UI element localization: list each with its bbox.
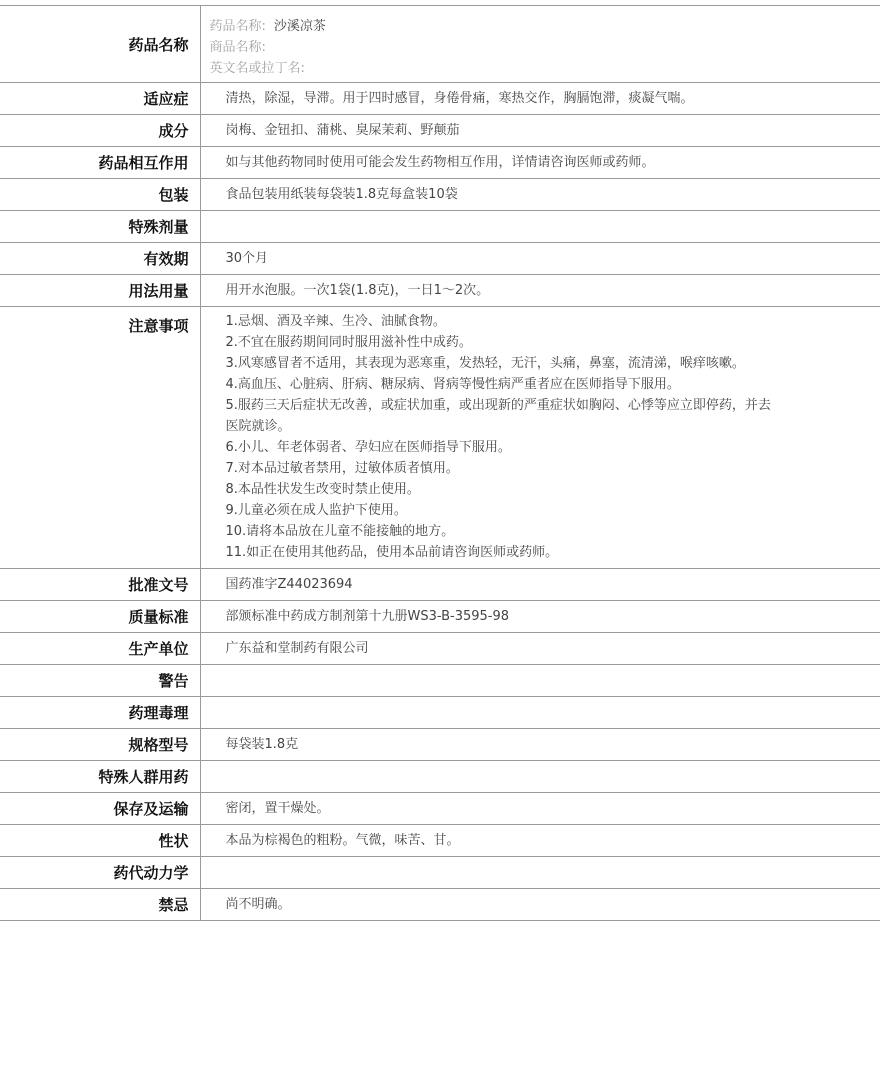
row-shelf-life <box>0 243 880 275</box>
precaution-item: 11.如正在使用其他药品，使用本品前请咨询医师或药师。 <box>225 545 559 560</box>
precaution-item: 5.服药三天后症状无改善，或症状加重，或出现新的严重症状如胸闷、心悸等应立即停药，并去医院就诊。 <box>225 398 771 434</box>
row-label-warning: 警告 <box>0 665 200 697</box>
generic-name-label: 药品名称: <box>209 19 266 34</box>
row-label-approval-number: 批准文号 <box>0 569 200 601</box>
precaution-item: 4.高血压、心脏病、肝病、糖尿病、肾病等慢性病严重者应在医师指导下服用。 <box>225 377 680 392</box>
row-label-pharmacokinetics: 药代动力学 <box>0 857 200 889</box>
row-approval-number <box>0 569 880 601</box>
precaution-item: 8.本品性状发生改变时禁止使用。 <box>225 482 420 497</box>
row-label-contraindications: 禁忌 <box>0 889 200 921</box>
english-name-label: 英文名或拉丁名: <box>209 61 305 76</box>
row-label-toxicology: 药理毒理 <box>0 697 200 729</box>
row-special-dosage <box>0 211 880 243</box>
generic-name-value: 沙溪凉茶 <box>273 19 326 34</box>
row-value-pharmacokinetics <box>200 857 880 889</box>
row-properties <box>0 825 880 857</box>
row-value-special-dosage <box>200 211 880 243</box>
precaution-item: 9.儿童必须在成人监护下使用。 <box>225 503 407 518</box>
row-special-population <box>0 761 880 793</box>
row-value-ingredients: 岗梅、金钮扣、蒲桃、臭屎茉莉、野颠茄 <box>225 123 460 138</box>
row-storage <box>0 793 880 825</box>
precaution-item: 7.对本品过敏者禁用，过敏体质者慎用。 <box>225 461 459 476</box>
row-manufacturer <box>0 633 880 665</box>
row-label-indications: 适应症 <box>0 83 200 115</box>
row-label-interactions: 药品相互作用 <box>0 147 200 179</box>
row-specification <box>0 729 880 761</box>
row-label-ingredients: 成分 <box>0 115 200 147</box>
row-label-special-population: 特殊人群用药 <box>0 761 200 793</box>
row-label-storage: 保存及运输 <box>0 793 200 825</box>
row-label-drug-name: 药品名称 <box>0 6 200 83</box>
row-value-properties: 本品为棕褐色的粗粉。气微，味苦、甘。 <box>225 833 460 848</box>
row-value-quality-standard: 部颁标准中药成方制剂第十九册WS3-B-3595-98 <box>225 609 510 624</box>
row-label-precautions: 注意事项 <box>0 307 200 569</box>
row-drug-name <box>0 6 880 83</box>
row-label-packaging: 包装 <box>0 179 200 211</box>
row-value-shelf-life: 30个月 <box>225 251 269 266</box>
row-value-indications: 清热，除湿，导滞。用于四时感冒，身倦骨痛，寒热交作，胸膈饱滞，痰凝气喘。 <box>225 91 694 106</box>
precaution-item: 6.小儿、年老体弱者、孕妇应在医师指导下服用。 <box>225 440 511 455</box>
row-label-special-dosage: 特殊剂量 <box>0 211 200 243</box>
row-ingredients <box>0 115 880 147</box>
row-label-properties: 性状 <box>0 825 200 857</box>
row-packaging <box>0 179 880 211</box>
row-value-toxicology <box>200 697 880 729</box>
precaution-item: 3.风寒感冒者不适用，其表现为恶寒重，发热轻，无汗，头痛，鼻塞，流清涕，喉痒咳嗽。 <box>225 356 745 371</box>
row-value-contraindications: 尚不明确。 <box>225 897 291 912</box>
trade-name-label: 商品名称: <box>209 40 266 55</box>
generic-name-line <box>210 16 880 37</box>
row-value-specification: 每袋装1.8克 <box>225 737 299 752</box>
row-warning <box>0 665 880 697</box>
row-label-manufacturer: 生产单位 <box>0 633 200 665</box>
row-quality-standard <box>0 601 880 633</box>
english-name-line <box>210 58 880 79</box>
row-contraindications <box>0 889 880 921</box>
row-interactions <box>0 147 880 179</box>
row-value-interactions: 如与其他药物同时使用可能会发生药物相互作用，详情请咨询医师或药师。 <box>225 155 655 170</box>
row-value-warning <box>200 665 880 697</box>
precaution-item: 2.不宜在服药期间同时服用滋补性中成药。 <box>225 335 472 350</box>
drug-info-table <box>0 5 880 921</box>
row-value-special-population <box>200 761 880 793</box>
row-label-dosage: 用法用量 <box>0 275 200 307</box>
row-label-specification: 规格型号 <box>0 729 200 761</box>
row-value-approval-number: 国药准字Z44023694 <box>225 577 353 592</box>
row-indications <box>0 83 880 115</box>
row-label-shelf-life: 有效期 <box>0 243 200 275</box>
row-value-dosage: 用开水泡服。一次1袋(1.8克)，一日1～2次。 <box>225 283 490 298</box>
row-value-storage: 密闭，置干燥处。 <box>225 801 330 816</box>
row-toxicology <box>0 697 880 729</box>
row-value-packaging: 食品包装用纸装每袋装1.8克每盒装10袋 <box>225 187 458 202</box>
row-label-quality-standard: 质量标准 <box>0 601 200 633</box>
row-value-manufacturer: 广东益和堂制药有限公司 <box>225 641 369 656</box>
row-precautions <box>0 307 880 569</box>
precaution-item: 10.请将本品放在儿童不能接触的地方。 <box>225 524 455 539</box>
row-value-drug-name <box>200 6 880 83</box>
row-pharmacokinetics <box>0 857 880 889</box>
row-dosage <box>0 275 880 307</box>
trade-name-line <box>210 37 880 58</box>
precaution-item: 1.忌烟、酒及辛辣、生冷、油腻食物。 <box>225 314 446 329</box>
row-value-precautions <box>200 307 880 569</box>
